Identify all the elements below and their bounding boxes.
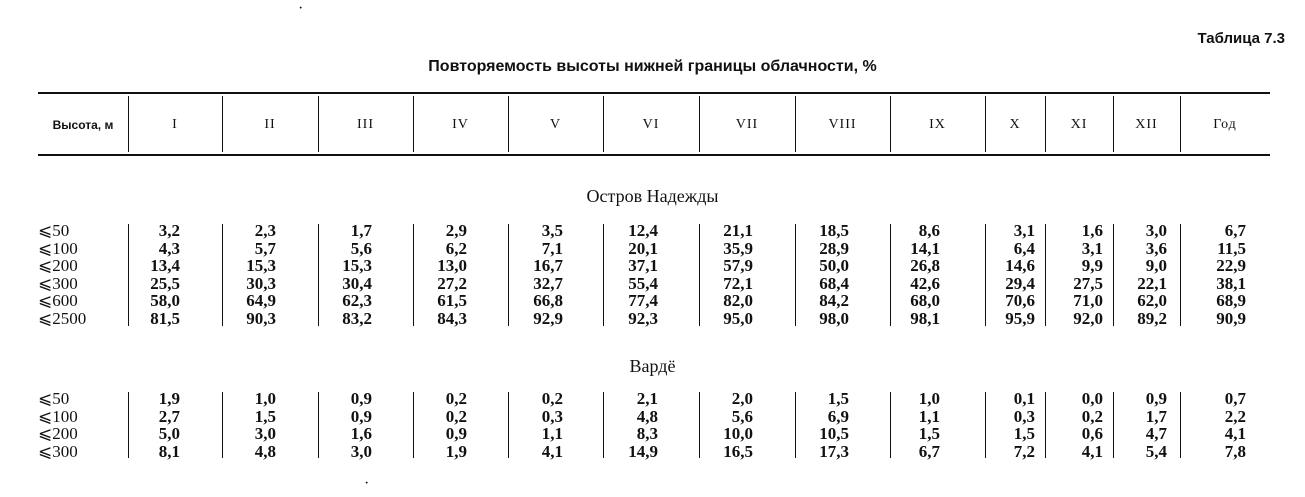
table-cell: 3,5 [541, 221, 563, 240]
table-cell: 5,4 [1145, 441, 1167, 461]
table-cell: 1,9 [158, 389, 180, 408]
header-column-divider [222, 96, 223, 152]
table-cell: 14,1 [910, 238, 940, 258]
table-cell: 62,3 [342, 291, 372, 311]
table-cell: 6,7 [1224, 221, 1246, 240]
table-cell: 1,1 [918, 406, 940, 426]
table-cell: 21,1 [723, 221, 753, 240]
header-column-divider [318, 96, 319, 152]
header-top-rule [38, 92, 1270, 94]
table-cell: 4,8 [636, 406, 658, 426]
table-cell: 13,4 [150, 256, 180, 276]
row-height-label: ⩽200 [38, 256, 78, 276]
table-cell: 14,6 [1005, 256, 1035, 276]
table-cell: 30,3 [246, 273, 276, 293]
table-cell: 81,5 [150, 309, 180, 328]
header-column-divider [890, 96, 891, 152]
table-cell: 4,7 [1145, 424, 1167, 444]
table-cell: 62,0 [1137, 291, 1167, 311]
table-cell: 50,0 [819, 256, 849, 276]
table-cell: 6,2 [445, 238, 467, 258]
section-title: Вардё [629, 356, 676, 376]
table-cell: 61,5 [437, 291, 467, 311]
column-header: IX [929, 117, 946, 132]
table-cell: 16,7 [533, 256, 563, 276]
table-cell: 22,9 [1216, 256, 1246, 276]
table-cell: 26,8 [910, 256, 940, 276]
table-cell: 1,7 [350, 221, 372, 240]
column-header: VIII [828, 117, 857, 132]
table-cell: 20,1 [628, 238, 658, 258]
table-cell: 71,0 [1073, 291, 1103, 311]
row-height-label: ⩽2500 [38, 309, 87, 328]
table-cell: 95,9 [1005, 309, 1035, 328]
table-cell: 5,0 [158, 424, 180, 444]
table-cell: 2,1 [636, 389, 658, 408]
table-cell: 5,6 [350, 238, 372, 258]
table-cell: 9,0 [1145, 256, 1167, 276]
table-cell: 2,2 [1224, 406, 1246, 426]
table-cell: 2,9 [445, 221, 467, 240]
table-cell: 0,2 [1081, 406, 1103, 426]
header-column-divider [508, 96, 509, 152]
table-cell: 70,6 [1005, 291, 1035, 311]
table-cell: 82,0 [723, 291, 753, 311]
table-cell: 1,7 [1145, 406, 1167, 426]
table-cell: 1,5 [1013, 424, 1035, 444]
table-cell: 5,7 [254, 238, 276, 258]
table-cell: 92,0 [1073, 309, 1103, 328]
table-cell: 30,4 [342, 273, 372, 293]
table-cell: 0,3 [1013, 406, 1035, 426]
table-cell: 10,0 [723, 424, 753, 444]
table-cell: 18,5 [819, 221, 849, 240]
row-height-label: ⩽100 [38, 406, 78, 426]
column-header: Год [1213, 117, 1237, 132]
table-cell: 29,4 [1005, 273, 1035, 293]
table-cell: 0,1 [1013, 389, 1035, 408]
table-cell: 1,9 [445, 441, 467, 461]
table-cell: 3,2 [158, 221, 180, 240]
table-cell: 32,7 [533, 273, 563, 293]
row-height-label: ⩽50 [38, 389, 70, 408]
table-cell: 84,2 [819, 291, 849, 311]
table-cell: 68,4 [819, 273, 849, 293]
table-cell: 9,9 [1081, 256, 1103, 276]
section-column-divider [1180, 392, 1181, 458]
header-bottom-rule [38, 154, 1270, 156]
table-cell: 95,0 [723, 309, 753, 328]
table-cell: 12,4 [628, 221, 658, 240]
table-cell: 16,5 [723, 441, 753, 461]
table-cell: 1,5 [827, 389, 849, 408]
table-cell: 5,6 [731, 406, 753, 426]
table-cell: 0,9 [350, 389, 372, 408]
table-cell: 13,0 [437, 256, 467, 276]
table-cell: 4,1 [1081, 441, 1103, 461]
table-cell: 0,2 [541, 389, 563, 408]
table-cell: 1,0 [918, 389, 940, 408]
table-cell: 0,2 [445, 406, 467, 426]
column-header: I [172, 117, 178, 132]
column-header: XI [1070, 117, 1088, 132]
table-cell: 1,5 [918, 424, 940, 444]
table-cell: 0,2 [445, 389, 467, 408]
table-cell: 0,7 [1224, 389, 1246, 408]
row-height-label: ⩽300 [38, 273, 78, 293]
table-cell: 72,1 [723, 273, 753, 293]
table-cell: 66,8 [533, 291, 563, 311]
table-cell: 0,9 [350, 406, 372, 426]
table-cell: 7,1 [541, 238, 563, 258]
row-height-label: ⩽100 [38, 238, 78, 258]
table-cell: 68,0 [910, 291, 940, 311]
table-cell: 68,9 [1216, 291, 1246, 311]
table-cell: 92,9 [533, 309, 563, 328]
section-column-divider [1180, 224, 1181, 326]
section-title: Остров Надежды [586, 186, 719, 206]
table-cell: 15,3 [342, 256, 372, 276]
header-column-divider [1180, 96, 1181, 152]
table-cell: 90,9 [1216, 309, 1246, 328]
table-cell: 98,0 [819, 309, 849, 328]
table-cell: 89,2 [1137, 309, 1167, 328]
table-cell: 8,1 [158, 441, 180, 461]
table-cell: 57,9 [723, 256, 753, 276]
table-number: Таблица 7.3 [1197, 30, 1285, 47]
row-height-label: ⩽200 [38, 424, 78, 444]
table-cell: 6,4 [1013, 238, 1035, 258]
table-cell: 27,5 [1073, 273, 1103, 293]
table-cell: 8,3 [636, 424, 658, 444]
table-cell: 14,9 [628, 441, 658, 461]
column-header: II [264, 117, 276, 132]
row-height-label: ⩽50 [38, 221, 70, 240]
table-title: Повторяемость высоты нижней границы облачности, % [428, 58, 877, 75]
table-cell: 4,1 [541, 441, 563, 461]
column-header: IV [452, 117, 469, 132]
column-header: III [357, 117, 374, 132]
column-header-height: Высота, м [52, 118, 114, 132]
table-cell: 3,1 [1013, 221, 1035, 240]
table-cell: 92,3 [628, 309, 658, 328]
table-cell: 0,9 [1145, 389, 1167, 408]
table-cell: 0,6 [1081, 424, 1103, 444]
header-column-divider [413, 96, 414, 152]
table-cell: 0,9 [445, 424, 467, 444]
table-cell: 90,3 [246, 309, 276, 328]
table-cell: 3,0 [254, 424, 276, 444]
row-height-label: ⩽600 [38, 291, 78, 311]
table-cell: 25,5 [150, 273, 180, 293]
table-cell: 0,0 [1081, 389, 1103, 408]
table-cell: 3,0 [350, 441, 372, 461]
table-cell: 2,3 [254, 221, 276, 240]
header-column-divider [699, 96, 700, 152]
table-cell: 11,5 [1217, 238, 1246, 258]
table-cell: 3,6 [1145, 238, 1167, 258]
table-cell: 4,1 [1224, 424, 1246, 444]
column-header: VII [735, 117, 759, 132]
header-column-divider [128, 96, 129, 152]
table-cell: 27,2 [437, 273, 467, 293]
table-cell: 0,3 [541, 406, 563, 426]
print-speck: · [298, 0, 304, 17]
table-cell: 22,1 [1137, 273, 1167, 293]
table-cell: 38,1 [1216, 273, 1246, 293]
table-cell: 1,0 [254, 389, 276, 408]
table-cell: 2,0 [731, 389, 753, 408]
table-cell: 6,9 [827, 406, 849, 426]
header-column-divider [795, 96, 796, 152]
table-cell: 77,4 [628, 291, 658, 311]
table-cell: 17,3 [819, 441, 849, 461]
table-cell: 7,2 [1013, 441, 1035, 461]
table-cell: 4,3 [158, 238, 180, 258]
table-cell: 35,9 [723, 238, 753, 258]
column-header: XII [1135, 117, 1158, 132]
table-cell: 1,5 [254, 406, 276, 426]
header-column-divider [1045, 96, 1046, 152]
header-column-divider [603, 96, 604, 152]
table-cell: 8,6 [918, 221, 940, 240]
table-cell: 6,7 [918, 441, 940, 461]
column-header: VI [642, 117, 660, 132]
table-cell: 15,3 [246, 256, 276, 276]
table-cell: 28,9 [819, 238, 849, 258]
table-cell: 3,0 [1145, 221, 1167, 240]
table-cell: 2,7 [158, 406, 180, 426]
table-cell: 83,2 [342, 309, 372, 328]
table-cell: 10,5 [819, 424, 849, 444]
table-cell: 55,4 [628, 273, 658, 293]
table-cell: 98,1 [910, 309, 940, 328]
header-column-divider [985, 96, 986, 152]
table-cell: 58,0 [150, 291, 180, 311]
column-header: X [1009, 117, 1021, 132]
row-height-label: ⩽300 [38, 441, 78, 461]
header-column-divider [1113, 96, 1114, 152]
table-cell: 84,3 [437, 309, 467, 328]
table-cell: 7,8 [1224, 441, 1246, 461]
table-cell: 4,8 [254, 441, 276, 461]
table-cell: 42,6 [910, 273, 940, 293]
table-cell: 3,1 [1081, 238, 1103, 258]
print-speck: · [364, 475, 370, 492]
column-header: V [549, 117, 562, 132]
table-cell: 37,1 [628, 256, 658, 276]
table-cell: 1,1 [541, 424, 563, 444]
table-cell: 1,6 [1081, 221, 1103, 240]
table-cell: 1,6 [350, 424, 372, 444]
table-cell: 64,9 [246, 291, 276, 311]
